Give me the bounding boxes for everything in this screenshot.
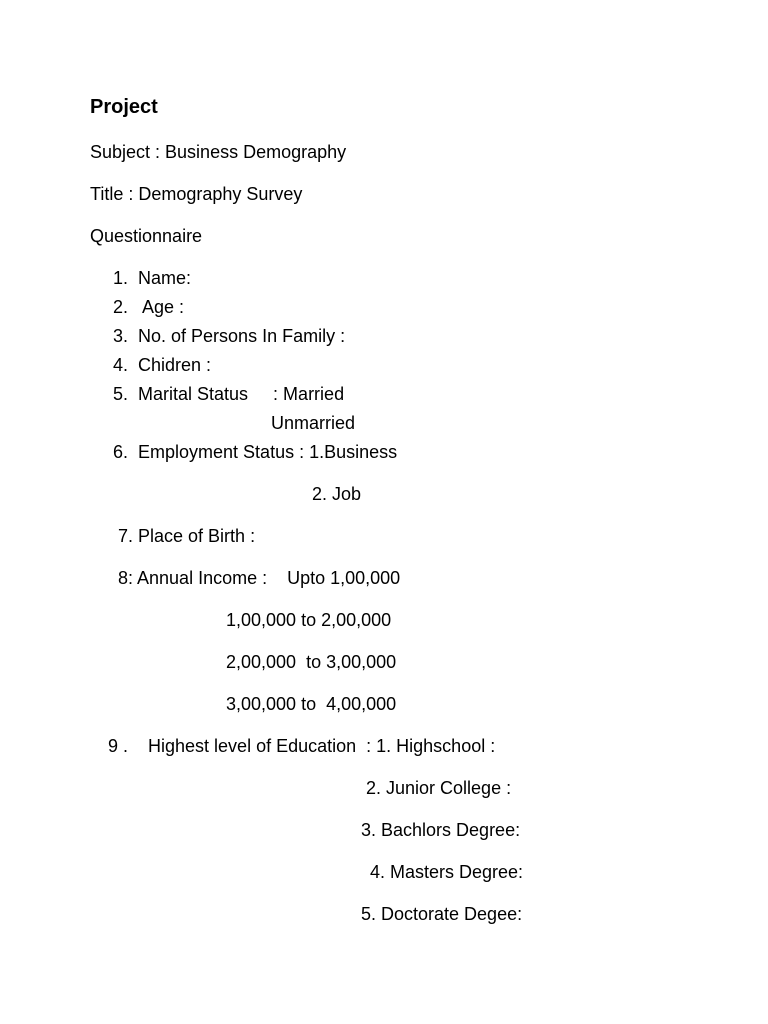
item-employment-status: 6. Employment Status : 1.Business: [113, 442, 398, 462]
subject-line: Subject : Business Demography: [90, 142, 347, 162]
employment-option-job: 2. Job: [312, 484, 362, 504]
marital-option-unmarried: Unmarried: [271, 413, 356, 433]
education-option-2: 2. Junior College :: [366, 778, 512, 798]
item-highest-education: 9 . Highest level of Education : 1. Highschool :: [108, 736, 496, 756]
item-persons-in-family: 3. No. of Persons In Family :: [113, 326, 346, 346]
document-heading: Project: [90, 96, 158, 118]
item-annual-income: 8: Annual Income : Upto 1,00,000: [118, 568, 401, 588]
income-option-3: 2,00,000 to 3,00,000: [226, 652, 397, 672]
education-option-5: 5. Doctorate Degee:: [361, 904, 523, 924]
section-heading: Questionnaire: [90, 226, 203, 246]
item-children: 4. Chidren :: [113, 355, 212, 375]
income-option-2: 1,00,000 to 2,00,000: [226, 610, 392, 630]
item-name: 1. Name:: [113, 268, 192, 288]
item-age: 2. Age :: [113, 297, 185, 317]
income-option-4: 3,00,000 to 4,00,000: [226, 694, 397, 714]
education-option-4: 4. Masters Degree:: [370, 862, 524, 882]
education-option-3: 3. Bachlors Degree:: [361, 820, 521, 840]
title-line: Title : Demography Survey: [90, 184, 303, 204]
item-marital-status: 5. Marital Status : Married: [113, 384, 345, 404]
item-place-of-birth: 7. Place of Birth :: [118, 526, 256, 546]
